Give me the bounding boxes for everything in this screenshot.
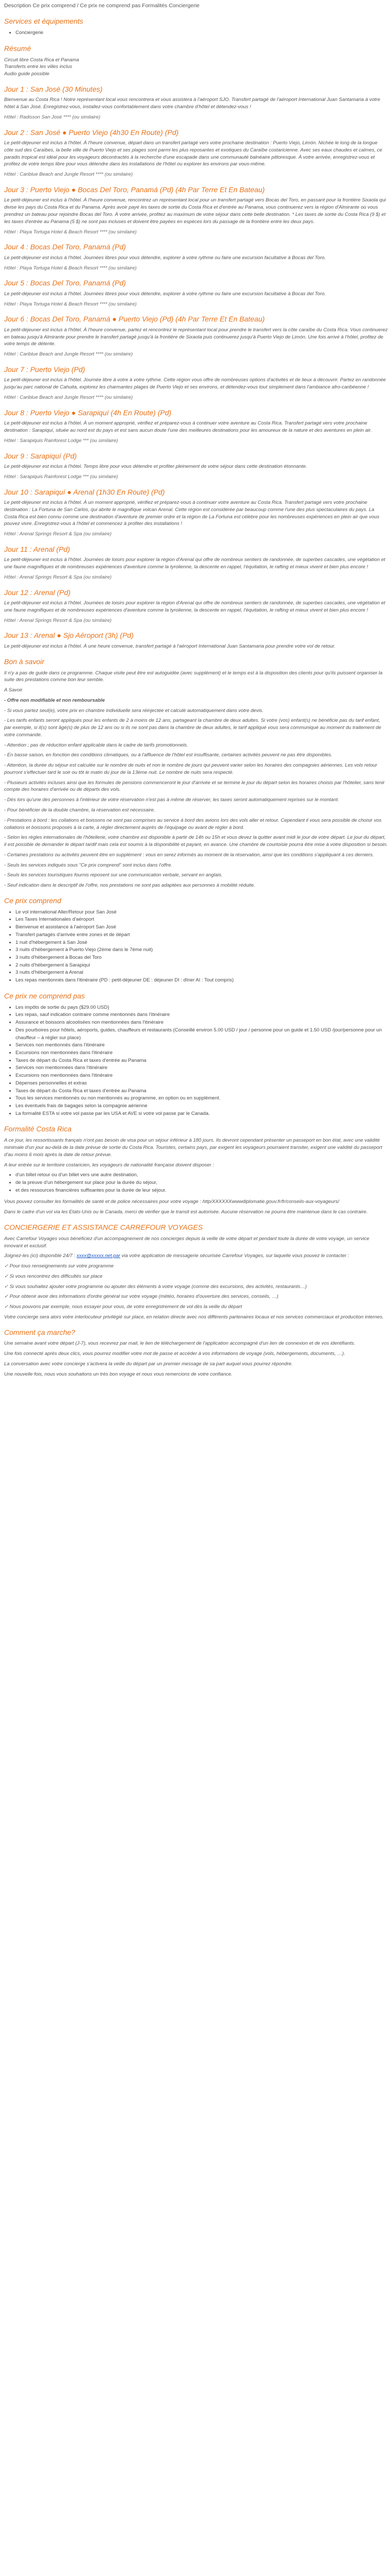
resume-line: Circuit libre Costa Rica et Panama: [4, 57, 79, 63]
good-to-know-notes: [4, 707, 388, 889]
excluded-item: • Services non mentionnés dans l'itinéraire: [15, 1042, 388, 1049]
concierge-bullet: ✓ Si vous rencontrez des difficultés sur place: [4, 1273, 103, 1279]
excluded-item: • Les impôts de sortie du pays ($29.00 USD): [15, 1004, 388, 1012]
formalities-after: Vous pouvez consulter les formalités de santé et de police nécessaires pour votre voyage : http/XXXXXXwwwdiplomatie.gouv.fr/fr/conseils-aux-voyageurs/: [4, 1199, 339, 1205]
concierge-p2: [4, 1252, 388, 1260]
day-hotel: Hôtel : Playa Tortuga Hotel & Beach Resort **** (ou similaire): [4, 265, 137, 271]
services-title: Services et équipements: [4, 17, 84, 26]
included-item: • 3 nuits d'hébergement à Bocas del Toro: [15, 954, 388, 962]
good-to-know-note: - Si vous partez seul(e), votre prix en chambre individuelle sera réinjectée et calculé automatiquement dans votre devis.: [4, 707, 264, 714]
day-title: Jour 4 : Bocas Del Toro, Panamá (Pd): [4, 243, 126, 251]
howto-p3: La conversation avec votre concierge s'activera la veille du départ par un premier message de sa part auquel vous pourrez répondre.: [4, 1361, 293, 1367]
good-to-know-note: - En basse saison, en fonction des conditions climatiques, ou à l'affluence de l'hôtel est insuffisante, certaines activités peuvent ne pas être disponibles.: [4, 752, 333, 758]
concierge-bullet: ✓ Si vous souhaitez ajouter votre programme ou ajouter des éléments à votre voyage (comme des excursions, des activités, restaurants…): [4, 1283, 307, 1290]
formalities-title: Formalité Costa Rica: [4, 1125, 72, 1133]
service-item: • Conciergerie: [15, 29, 388, 37]
breadcrumb[interactable]: Description Ce prix comprend / Ce prix ne comprend pas Formalités Conciergerie: [4, 3, 200, 9]
excluded-item: • Services non mentionnées dans l'itinéraire: [15, 1064, 388, 1072]
day-hotel: Hôtel : Arenal Springs Resort & Spa (ou similaire): [4, 574, 112, 580]
day-title: Jour 3 : Puerto Viejo ● Bocas Del Toro, Panamá (Pd) (4h Par Terre Et En Bateau): [4, 185, 265, 194]
excluded-item: • Taxes de départ du Costa Rica et taxes d'entrée au Panama: [15, 1088, 388, 1095]
good-to-know-note: - Les tarifs enfants seront appliqués pour les enfants de 2 à moins de 12 ans, partageant la chambre de deux adultes. Si votre (vos) enfant(s) ne bénéficie pas du tarif enfant, par exemple, si il(s) sont âgé(s) de plus de 12 ans ou si ils ne sont pas dans la chambre de deux adultes, le tarif appliqué vous sera communiqué au moment du traitement de votre commande.: [4, 718, 381, 738]
concierge-link[interactable]: xxxx@xxxxx.net.par: [76, 1253, 121, 1259]
formalities-paragraphs: [4, 1137, 388, 1168]
day-hotel: Hôtel : Playa Tortuga Hotel & Beach Resort **** (ou similaire): [4, 301, 137, 307]
good-to-know-subtitle: A Savoir: [4, 687, 23, 693]
day-paragraph: Le petit-déjeuner est inclus à l'hôtel. À l'heure convenue, partez et rencontrez le représentant local pour prendre le transfert vers la côte caraïbe du Costa Rica. Vous continuerez en bateau jusqu'à Almirante pour prendre le transfert partagé jusqu'à la frontière de Sixaola puis continuerez jusqu'à Puerto Viejo de Limón. Une fois arrivé à l'hôtel, profitez de votre temps de détente.: [4, 327, 388, 347]
concierge-p3: Votre concierge sera alors votre interlocuteur privilégié sur place, en relation directe avec nos différents partenaires locaux et nos services commerciaux et production internes.: [4, 1314, 384, 1320]
day-hotel: Hôtel : Sarapiquis Rainforest Lodge *** (ou similaire): [4, 437, 118, 444]
day-hotel: Hôtel : Sarapiquis Rainforest Lodge *** (ou similaire): [4, 473, 118, 480]
included-item: • 1 nuit d'hébergement à San José: [15, 939, 388, 947]
day-paragraph: Le petit-déjeuner est inclus à l'hôtel. Journées libres pour vous détendre, explorer à votre rythme ou faire une excursion facultative à Bocas del Toro.: [4, 291, 326, 297]
resume-title: Résumé: [4, 44, 31, 53]
day-title: Jour 12 : Arenal (Pd): [4, 588, 71, 597]
good-to-know-title: Bon à savoir: [4, 657, 44, 666]
concierge-p2-pre: Joignez-les (ici) disponible 24/7 :: [4, 1253, 77, 1259]
day-paragraph: Le petit-déjeuner est inclus à l'hôtel. À un moment approprié, vérifiez et préparez-vous à continuer votre aventure au Costa Rica. Transfert partagé vers votre prochaine destination : Sarapiquí, située au nord est du pays et est sans aucun doute l'une des meilleures destinations pour les amoureux de la nature et des aventures en plein air.: [4, 420, 372, 433]
good-to-know-intro: Il n'y a pas de guide dans ce programme. Chaque visite peut être est autoguidée (avec supplément) et le temps est à la disposition des clients pour qu'ils puissent organiser la suite des prestations comme bon leur semble.: [4, 670, 383, 683]
excluded-item: • La formalité ESTA si votre vol passe par les USA et AVE si votre vol passe par le Canada.: [15, 1110, 388, 1118]
good-to-know-note: - Certaines prestations ou activités peuvent être en supplément : vous en serez informés au moment de la réservation, ainsi que les conditions s'appliquant à ces derniers.: [4, 852, 374, 858]
day-paragraph: Le petit-déjeuner est inclus à l'hôtel. À l'heure convenue, rencontrez un représentant local pour un transfert partagé vers Bocas del Toro, en passant pour la frontière Sixaola qui divise les pays du Costa Rica et du Panama. Après avoir payé les taxes de sortie du Costa Rica et d'entrée au Panama, vous continuerez vers la région d'Almirante où vous prendrez un bateau pour rejoindre Bocas del Toro. À votre arrivée, profitez au maximum de votre séjour dans cette belle destination. * Les taxes de sortie du Costa Rica (9 $) et les taxes d'entrée au Panama (5 $) ne sont pas incluses et doivent être payées en espèces lors du passage de la frontière entre les deux pays.: [4, 197, 386, 225]
day-hotel: Hôtel : Arenal Springs Resort & Spa (ou similaire): [4, 531, 112, 537]
day-title: Jour 13 : Arenal ● Sjo Aéroport (3h) (Pd): [4, 631, 134, 640]
howto-title: Comment ça marche?: [4, 1328, 75, 1336]
howto-p4: Une nouvelle fois, nous vous souhaitons un très bon voyage et nous vous remercions de votre confiance.: [4, 1371, 233, 1377]
concierge-bullets: [4, 1263, 388, 1311]
concierge-bullet: ✓ Pour tous renseignements sur votre programme: [4, 1263, 114, 1269]
good-to-know-note: - Prestations à bord : les collations et boissons ne sont pas comprises au service à bord des avions lors des vols aller et retour. Cependant il vous sera possible de choisir vos collations et boissons proposés à la carte, à régler directement auprès de l'équipage ou avant de régler à bord.: [4, 817, 382, 831]
excluded-item: • Assurance et boissons alcoolisées non mentionnées dans l'itinéraire: [15, 1019, 388, 1027]
included-item: • Le vol international Aller/Retour pour San José: [15, 909, 388, 917]
concierge-p2-post: via votre application de messagerie sécurisée Carrefour Voyages, sur laquelle vous pouvez le contacter :: [120, 1253, 349, 1259]
day-paragraph: Le petit-déjeuner est inclus à l'hôtel. Journée libre à votre à votre rythme. Cette région vous offre de nombreuses options d'activités et de lieux à découvrir. Partez en randonnée jusqu'au parc national de Cahuita, explorez les charmantes plages de Puerto Viejo et ses environs, et détendez-vous tout simplement dans l'ambiance afro-caribéenne !: [4, 377, 386, 391]
itinerary: [4, 85, 388, 650]
good-to-know-note: - Pour bénéficier de la double chambre, la réservation est nécessaire.: [4, 807, 155, 813]
excluded-item: • Excursions non mentionnées dans l'itinéraire: [15, 1072, 388, 1080]
formalities-list: [4, 1172, 388, 1194]
good-to-know-note: - Seuls les services indiqués sous "Ce prix comprend" sont inclus dans l'offre.: [4, 862, 172, 868]
formalities-item: • de la preuve d'un hébergement sur place pour la durée du séjour,: [15, 1179, 388, 1187]
excluded-title: Ce prix ne comprend pas: [4, 991, 85, 1000]
day-title: Jour 2 : San José ● Puerto Viejo (4h30 En Route) (Pd): [4, 128, 179, 137]
day-paragraph: Le petit-déjeuner est inclus à l'hôtel. À un moment approprié, vérifiez et préparez-vous à continuer votre aventure au Costa Rica. Transfert partagé vers votre prochaine destination : La Fortuna de San Carlos, qui abrite le magnifique volcan Arenal. Cette région est considérée par beaucoup comme l'une des plus spectaculaires du pays. La Costa Rica est bien connu comme une destination d'aventure de premier ordre et la région de La Fortuna est célèbre pour les nombreuses expériences en plein air que vous pouvez vivre. Enregistrez-vous à l'hôtel et commencez à profiter des installations !: [4, 500, 380, 527]
included-list: [4, 909, 388, 985]
included-item: • 3 nuits d'hébergement à Arenal: [15, 969, 388, 977]
excluded-item: • Dépenses personnelles et extras: [15, 1080, 388, 1088]
good-to-know-note: - Attention ; pas de réduction enfant applicable dans le cadre de tarifs promotionnels.: [4, 742, 188, 748]
day-title: Jour 10 : Sarapiquí ● Arenal (1h30 En Route) (Pd): [4, 487, 165, 496]
concierge-bullet: ✓ Nous pouvons par exemple, nous essayer pour vous, de votre enregistrement de vol dès la veille du départ: [4, 1304, 242, 1310]
included-item: • Transfert partagés d'arrivée entre zones et de départ: [15, 931, 388, 939]
howto-p2: Une fois connecté après deux clics, vous pourrez modifier votre mot de passe et accéder à vos informations de voyage (vols, hébergements, documents, …).: [4, 1351, 346, 1357]
resume-lines: [4, 57, 388, 78]
good-to-know-note: - Attention, la durée du séjour est calculée sur le nombre de nuits et non le nombre de jours qui peuvent varier selon les horaires des compagnies aériennes. Les vols retour pourront s'effectuer tard le soir ou tôt le matin du jour de la 13ème nuit. Le nombre de nuits sera respecté.: [4, 762, 378, 775]
day-title: Jour 11 : Arenal (Pd): [4, 545, 70, 553]
day-hotel: Hôtel : Cariblue Beach and Jungle Resort **** (ou similaire): [4, 351, 133, 358]
resume-line: Audio guide possible: [4, 71, 50, 77]
excluded-item: • Excursions non mentionnées dans l'itinéraire: [15, 1049, 388, 1057]
day-paragraph: Bienvenue au Costa Rica ! Notre représentant local vous rencontrera et vous assistera à l'aéroport SJO. Transfert partagé de l'aéroport International Juan Santamaria à votre hôtel à San José. Enregistrez-vous, installez-vous confortablement dans votre chambre d'hôtel et détendez-vous !: [4, 97, 381, 110]
excluded-list: [4, 1004, 388, 1118]
day-hotel: Hôtel : Playa Tortuga Hotel & Beach Resort **** (ou similaire): [4, 229, 137, 235]
day-hotel: Hôtel : Arenal Springs Resort & Spa (ou similaire): [4, 617, 112, 623]
good-to-know-note: - Selon les règles internationales de l'hôtellerie, votre chambre est disponible à partir de 14h ou 15h et vous devez la quitter avant midi le jour de votre départ. Le jour du départ, il est possible de demander le départ tardif mais cela est soumis à la disponibilité et payant, en avance. Une chambre de courtoisie pourra être mise à votre disposition si besoin.: [4, 835, 388, 848]
concierge-p1: Avec Carrefour Voyages vous bénéficiez d'un accompagnement de nos concierges depuis la veille de votre départ et pendant toute la durée de votre voyage, un service innovant et exclusif.: [4, 1235, 369, 1249]
included-item: • 3 nuits d'hébergement à Puerto Viejo (2ème dans le 7ème nuit): [15, 946, 388, 954]
included-item: • Les Taxes Internationales d'aéroport: [15, 916, 388, 924]
good-to-know-note: - Seuf indication dans le descriptif de l'offre, nos prestations ne sont pas adaptées aux personnes à mobilité réduite.: [4, 883, 255, 889]
day-title: Jour 7 : Puerto Viejo (Pd): [4, 365, 85, 374]
formalities-paragraph: A leur entrée sur le territoire costaricien, les voyageurs de nationalité française doivent disposer :: [4, 1162, 214, 1168]
day-title: Jour 1 : San José (30 Minutes): [4, 84, 103, 93]
day-paragraph: Le petit-déjeuner est inclus à l'hôtel. Temps libre pour vous détendre et profiter pleinement de votre séjour dans cette destination étonnante.: [4, 464, 307, 469]
good-to-know-note-bold: - Offre non modifiable et non remboursable: [4, 697, 105, 703]
included-item: • Bienvenue et assistance à l'aéroport San José: [15, 924, 388, 931]
howto-p1: Une semaine avant votre départ (J-7), vous recevrez par mail, le lien de téléchargement de l'application accompagné d'un lien de connexion et de vos identifiants.: [4, 1341, 355, 1347]
day-paragraph: Le petit-déjeuner est inclus à l'hôtel. À l'heure convenue, départ dans un transfert partagé vers votre prochaine destination : Puerto Viejo, Limón. Nichée le long de la longue côte sud des Caraïbes, la belle ville de Puerto Viejo et ses plages sont parmi les plus reposantes et exotiques du Caraïbe costaricienne. Avec ses eaux chaudes et calmes, ce paradis tropical est idéal pour les voyageurs décontractés à la recherche d'une escapade dans une communauté balnéaire pittoresque. À votre arrivée, enregistrez-vous et profitez de votre temps libre pour vous détendre dans les installations de l'hôtel ou explorer les environs par vous-même.: [4, 140, 382, 167]
excluded-item: • Les repas, sauf indication contraire comme mentionnés dans l'itinéraire: [15, 1011, 388, 1019]
included-title: Ce prix comprend: [4, 896, 61, 905]
included-item: • Les repas mentionnés dans l'itinéraire (PD : petit-déjeuner DE : déjeuner DI : dîner AI : Tout compris): [15, 977, 388, 985]
excluded-item: • Les éventuels frais de bagages selon la compagnie aérienne: [15, 1103, 388, 1110]
day-title: Jour 5 : Bocas Del Toro, Panamá (Pd): [4, 279, 126, 287]
excluded-item: • Taxes de départ du Costa Rica et taxes d'entrée au Panama: [15, 1057, 388, 1065]
day-paragraph: Le petit-déjeuner est inclus à l'hôtel. Journées de loisirs pour explorer la région d'Arenal qui offre de nombreux sentiers de randonnée, de superbes cascades, une végétation et une faune magnifiques et de nombreuses expériences d'aventure comme la tyrolienne, la descente en rappel, l'équitation, le rafting et mieux vivent et bien plus encore !: [4, 557, 385, 570]
included-item: • 2 nuits d'hébergement à Sarapiquí: [15, 962, 388, 970]
day-title: Jour 8 : Puerto Viejo ● Sarapiquí (4h En Route) (Pd): [4, 408, 172, 417]
concierge-bullet: ✓ Pour obtenir avoir des informations d'ordre général sur votre voyage (météo, horaires d'ouverture des services, conseils, …): [4, 1294, 279, 1300]
excluded-item: • Des pourboires pour hôtels, aéroports, guides, chauffeurs et restaurants (Conseillé environ 5.00 USD / jour / personne pour un guide et 1.50 USD /jour/personne pour un chauffeur – à régler sur place): [15, 1027, 388, 1042]
day-hotel: Hôtel : Cariblue Beach and Jungle Resort **** (ou similaire): [4, 394, 133, 400]
day-paragraph: Le petit-déjeuner est inclus à l'hôtel. Journées de loisirs pour explorer la région d'Arenal qui offre de nombreux sentiers de randonnée, de superbes cascades, une végétation et une faune magnifiques et de nombreuses expériences d'aventure comme la tyrolienne, la descente en rappel, l'équitation, le rafting et mieux vivent et bien plus encore !: [4, 600, 385, 613]
day-title: Jour 6 : Bocas Del Toro, Panamá ● Puerto Viejo (Pd) (4h Par Terre Et En Bateau): [4, 315, 265, 324]
good-to-know-note: - Dès lors qu'une des personnes à l'intérieur de votre réservation n'est pas à même de réserver, les taxes seront automatiquement reprises sur le montant.: [4, 797, 339, 803]
excluded-item: • Tous les services mentionnés ou non mentionnés au programme, en option ou en supplément.: [15, 1095, 388, 1103]
services-list: [4, 29, 388, 37]
formalities-item: • d'un billet retour ou d'un billet vers une autre destination,: [15, 1172, 388, 1179]
concierge-title: CONCIERGERIE ET ASSISTANCE CARREFOUR VOYAGES: [4, 1223, 203, 1231]
formalities-after2: Dans le cadre d'un vol via les Etats-Unis ou le Canada, merci de vérifier que le transit est autorisée. Aucune réservation ne pourra être maintenue dans le cas contraire.: [4, 1209, 368, 1215]
day-hotel: Hôtel : Cariblue Beach and Jungle Resort **** (ou similaire): [4, 172, 133, 178]
good-to-know-note: - Seuls les services touristiques fournis reposent sur une communication verbale, servant en anglais.: [4, 872, 223, 878]
day-title: Jour 9 : Sarapiquí (Pd): [4, 451, 77, 460]
resume-line: Transferts entre les villes inclus: [4, 64, 72, 70]
day-paragraph: Le petit-déjeuner est inclus à l'hôtel. À une heure convenue, transfert partagé à l'aéroport International Juan Santamaria pour prendre votre vol de retour.: [4, 643, 336, 649]
formalities-item: • et des ressources financières suffisantes pour la durée de leur séjour.: [15, 1187, 388, 1195]
day-paragraph: Le petit-déjeuner est inclus à l'hôtel. Journées libres pour vous détendre, explorer à votre rythme ou faire une excursion facultative à Bocas del Toro.: [4, 255, 326, 261]
day-hotel: Hôtel : Radisson San José **** (ou similaire): [4, 114, 101, 120]
good-to-know-note: - Plusieurs activités incluses ainsi que les formules de pensions commenceront le jour d'arrivée et se termine le jour du départ selon les horaires choisis par l'hôtelier, sans tenir compte des horaires d'arrivée ou de départs des vols.: [4, 779, 385, 793]
formalities-paragraph: A ce jour, les ressortissants français n'ont pas besoin de visa pour un séjour inférieur à 180 jours. Ils devront cependant présenter un passeport en bon état, avec une validité minimale d'un jour au-delà de la date prévue de sortie du Costa Rica. Touristes, certains pays, par exigent les voyageurs pourraient transiter, exigent une validité du passeport d'au moins 6 mois après la date de retour prévue.: [4, 1138, 382, 1158]
